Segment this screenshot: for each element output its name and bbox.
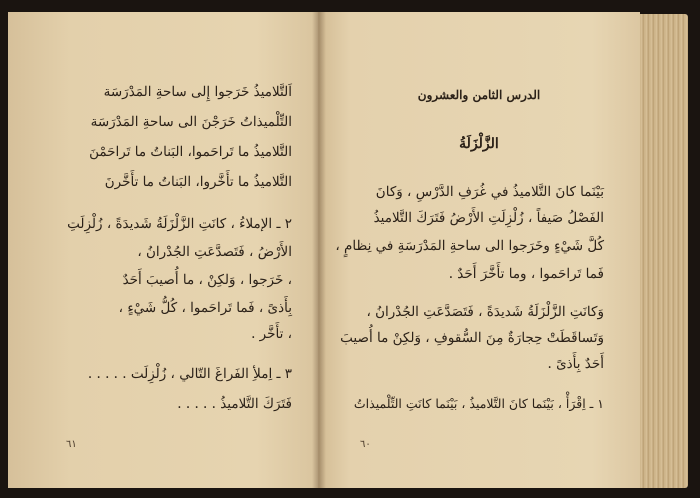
left-line-7: ، خَرَجوا ، وَلكِنْ ، ما أُصيبَ أَحَدٌ (122, 272, 292, 288)
left-line-5: ٢ ـ الإملاءُ ، كانَتِ الزَّلْزَلَةُ شَديدَةً ، زُلْزِلَتِ (67, 216, 292, 232)
right-line-4: فَما تَراحَموا ، وما تأَخَّرَ أَحَدٌ . (448, 266, 604, 282)
right-line-5: وَكانَتِ الزَّلْزَلَةُ شَديدَةً ، فَتَصَدَّعَتِ الجُدْرانُ ، (366, 304, 604, 320)
right-line-6: وَتَساقَطَتْ حِجارَةٌ مِنَ السُّقوفِ ، وَلكِنْ ما أُصيبَ (340, 330, 604, 346)
page-number-right: ٦٠ (360, 439, 371, 450)
right-line-2: الفَصْلُ صَيفاً ، زُلْزِلَتِ الأَرْضُ فَتَرَكَ التَّلاميذُ (373, 210, 604, 226)
book-gutter (312, 12, 326, 488)
page-number-left: ٦١ (66, 439, 77, 450)
left-line-4: التَّلاميذُ ما تأَخَّروا، البَناتُ ما تأَخَّرنَ (104, 174, 292, 190)
right-line-1: بَيْنَما كانَ التَّلاميذُ في غُرَفِ الدَّرْسِ ، وَكانَ (375, 184, 604, 200)
left-line-6: الأَرْضُ ، فَتَصدَّعَتِ الجُدْرانُ ، (137, 244, 292, 260)
left-line-2: التِّلْميذاتُ خَرَجْنَ الى ساحةِ المَدْرَسَة (90, 114, 292, 130)
subject-title: الزَّلْزَلَةُ (459, 136, 499, 152)
right-line-7: أَحَدٌ بِأَذىً . (547, 356, 604, 372)
left-line-8: بِأَذىً ، فَما تَراحَموا ، كُلُّ شَيْءٍ ، (118, 300, 292, 316)
left-line-3: التَّلاميذُ ما تَراحَموا، البَناتُ ما تَراحَمْنَ (89, 144, 292, 160)
right-page (318, 12, 640, 488)
left-line-9: ، تأَخَّر . (251, 326, 292, 342)
right-line-3: كُلَّ شَيْءٍ وخَرَجوا الى ساحةِ المَدْرَسَةِ في نِظامٍ ، (335, 238, 604, 254)
left-page (8, 12, 318, 488)
right-line-8: ١ ـ اِقْرَأْ ، بَيْنَما كانَ التَّلاميذُ ، بَيْنَما كانَتِ التِّلْميذاتُ (353, 396, 604, 411)
left-line-1: اَلتَّلاميذُ خَرَجوا إِلى ساحةِ المَدْرَسَة (103, 84, 292, 100)
left-line-11: فَتَرَكَ التَّلاميذُ . . . . . (177, 396, 292, 412)
left-line-10: ٣ ـ اِملأِ الفَراغَ التّالي ، زُلْزِلَت . . . . . (87, 366, 292, 382)
lesson-title: الدرس الثامن والعشرون (417, 88, 541, 102)
